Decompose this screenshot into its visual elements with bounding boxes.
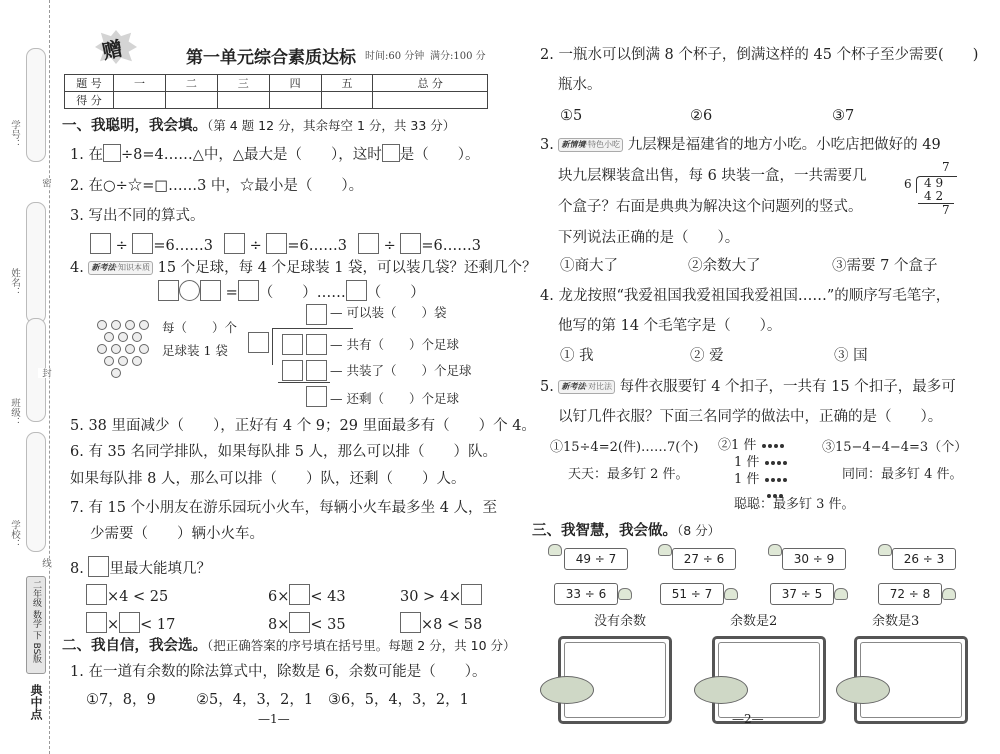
answer-box[interactable] xyxy=(282,334,303,355)
q2-2-option-c[interactable]: ③7 xyxy=(832,108,855,124)
section-1-title: 一、我聪明，我会填。 xyxy=(62,118,207,134)
answer-box[interactable] xyxy=(238,280,259,301)
q3-equation xyxy=(90,233,213,256)
result-text: =6……3 xyxy=(287,238,347,254)
q2-4-option-a[interactable]: ① 我 xyxy=(560,348,594,364)
dividend: 4 9 xyxy=(924,176,944,190)
q2-5-method-2[interactable]: ②1 件 xyxy=(718,436,785,456)
q2-1-option-c[interactable]: ③6，5，4，3，2，1 xyxy=(328,692,469,708)
q4-text: 15 个足球，每 4 个足球装 1 袋，可以装几袋？还剩几个？ xyxy=(157,260,537,276)
q2-5-method-3[interactable]: ③15−4−4−4=3（个） xyxy=(822,440,968,455)
score-table xyxy=(64,74,488,109)
answer-box[interactable] xyxy=(119,612,140,633)
q2-5-method-1[interactable]: ①15÷4=2(件)……7(个) xyxy=(550,440,699,455)
question-2-5: 5. 新考法·对比法 每件衣服要钉 4 个扣子，一共有 15 个扣子，最多可 xyxy=(540,379,956,395)
result-text: =6……3 xyxy=(153,238,213,254)
q1-1-part: 1. 在 xyxy=(70,147,103,163)
score-cell[interactable] xyxy=(373,92,488,109)
divide-sign: ÷ xyxy=(115,238,128,254)
score-head: 四 xyxy=(269,75,321,92)
score-head: 三 xyxy=(217,75,269,92)
q2-5-congcong: 聪聪：最多钉 3 件。 xyxy=(734,497,855,512)
blank: （ ） xyxy=(258,285,317,301)
score-head: 二 xyxy=(165,75,217,92)
section-1-note: （第 4 题 12 分，其余每空 1 分，共 33 分） xyxy=(207,118,456,133)
question-1-6a: 6. 有 35 名同学排队，如果每队排 5 人，那么可以排（ ）队。 xyxy=(70,444,498,460)
section-1-heading xyxy=(62,114,455,135)
q8-row2: × < 17 xyxy=(86,612,175,635)
q2-5-method-2-row3: 1 件 xyxy=(734,470,788,490)
question-2-2a: 2. 一瓶水可以倒满 8 个杯子，倒满这样的 45 个杯子至少需要( ) xyxy=(540,47,979,63)
q2-3-line4: 下列说法正确的是（ ）。 xyxy=(558,230,740,246)
q2-3-option-c[interactable]: ③需要 7 个盒子 xyxy=(832,258,938,274)
divide-sign: ÷ xyxy=(249,238,262,254)
score-head: 总 分 xyxy=(373,75,488,92)
q2-4-option-b[interactable]: ② 爱 xyxy=(690,348,724,364)
answer-box[interactable] xyxy=(306,334,327,355)
cut-mark-xian: 线 xyxy=(40,558,51,568)
q2-5-tongtong: 同同：最多钉 4 件。 xyxy=(842,467,963,482)
q8-row1: ×4 < 25 xyxy=(86,584,168,607)
long-division xyxy=(904,160,958,218)
remainder: 7 xyxy=(942,203,950,217)
cut-mark-mi: 密 xyxy=(40,178,51,188)
lily-pad-icon xyxy=(540,676,594,704)
school-field[interactable] xyxy=(26,432,46,552)
new-method-tag: 新考法·对比法 xyxy=(558,380,615,394)
answer-box[interactable] xyxy=(306,304,327,325)
q4-label-left: — 还剩（ ）个足球 xyxy=(330,391,459,406)
school-label: 学校： xyxy=(9,520,20,549)
q4-label-total: — 共有（ ）个足球 xyxy=(330,337,459,352)
q-num: 4. xyxy=(70,260,84,276)
bin-label-remainder-3: 余数是3 xyxy=(872,614,920,629)
question-2-4b: 他写的第 14 个毛笔字是（ ）。 xyxy=(558,318,782,334)
q4-per-bag: 足球装 1 袋 xyxy=(162,343,228,358)
q2-1-option-a[interactable]: ①7，8，9 xyxy=(86,692,156,708)
question-1-1 xyxy=(70,144,480,165)
frog-card[interactable]: 51 ÷ 7 xyxy=(660,583,724,605)
answer-box[interactable] xyxy=(289,612,310,633)
q1-1-part: ÷8=4……△中，△最大是（ ），这时 xyxy=(120,147,382,163)
q3-equation xyxy=(224,233,347,256)
q2-1-option-b[interactable]: ②5，4，3，2，1 xyxy=(196,692,314,708)
q2-3-line3: 个盒子？右面是典典为解决这个问题列的竖式。 xyxy=(558,199,863,215)
answer-box[interactable] xyxy=(158,280,179,301)
q2-2-option-b[interactable]: ②6 xyxy=(690,108,713,124)
section-2-note: （把正确答案的序号填在括号里。每题 2 分，共 10 分） xyxy=(207,638,516,653)
q2-5-tiantian: 天天：最多钉 2 件。 xyxy=(568,467,689,482)
answer-box[interactable] xyxy=(306,360,327,381)
lily-pad-icon xyxy=(836,676,890,704)
q4-equation xyxy=(158,280,425,303)
answer-box[interactable] xyxy=(358,233,379,254)
answer-box[interactable] xyxy=(289,584,310,605)
question-1-7b: 少需要（ ）辆小火车。 xyxy=(90,526,264,542)
answer-box[interactable] xyxy=(224,233,245,254)
q4-label-packed: — 共装了（ ）个足球 xyxy=(330,363,472,378)
remainder-dots: …… xyxy=(316,285,346,301)
question-1-2: 2. 在○÷☆=□……3 中，☆最小是（ ）。 xyxy=(70,178,364,194)
q8-row1: 30 > 4× xyxy=(400,584,482,607)
q4-per-group: 每（ ）个 xyxy=(162,320,238,335)
section-2-heading xyxy=(62,634,516,655)
q8-row2: 8× < 35 xyxy=(268,612,346,635)
q2-3-option-b[interactable]: ②余数大了 xyxy=(688,258,761,274)
divisor: 6 xyxy=(904,177,912,191)
name-field[interactable] xyxy=(26,202,46,324)
student-id-label: 学号： xyxy=(9,120,20,149)
answer-box[interactable] xyxy=(346,280,367,301)
q8-row1: 6× < 43 xyxy=(268,584,346,607)
grade-label: 二年级 数学 下 BS版 xyxy=(31,580,41,664)
bin-label-remainder-2: 余数是2 xyxy=(730,614,778,629)
brand-logo: 典中点 xyxy=(29,684,43,720)
q2-5-line2: 以钉几件衣服？下面三名同学的做法中，正确的是（ ）。 xyxy=(558,409,943,425)
name-label: 姓名： xyxy=(9,268,20,297)
binding-strip xyxy=(0,0,52,754)
page-title: 第一单元综合素质达标 xyxy=(186,48,356,68)
score-cell[interactable] xyxy=(217,92,269,109)
question-1-7a: 7. 有 15 个小朋友在游乐园玩小火车，每辆小火车最多坐 4 人，至 xyxy=(70,500,498,516)
answer-box[interactable] xyxy=(400,612,421,633)
frog-card[interactable]: 37 ÷ 5 xyxy=(770,583,834,605)
frog-card[interactable]: 30 ÷ 9 xyxy=(782,548,846,570)
question-1-4 xyxy=(70,258,537,278)
answer-box[interactable] xyxy=(90,233,111,254)
answer-box[interactable] xyxy=(132,233,153,254)
page-number-2: —2— xyxy=(732,712,764,726)
q3-equation xyxy=(358,233,481,256)
section-3-title: 三、我智慧，我会做。 xyxy=(532,523,677,539)
frog-card[interactable]: 72 ÷ 8 xyxy=(878,583,942,605)
lily-pad-icon xyxy=(694,676,748,704)
answer-box[interactable] xyxy=(103,144,121,162)
question-2-1: 1. 在一道有余数的除法算式中，除数是 6，余数可能是（ ）。 xyxy=(70,664,487,680)
frog-card[interactable]: 33 ÷ 6 xyxy=(554,583,618,605)
football-pile xyxy=(97,320,153,392)
gift-badge-text: 赠 xyxy=(100,36,125,64)
bin-label-no-remainder: 没有余数 xyxy=(594,614,647,629)
q4-label-bags: — 可以装（ ）袋 xyxy=(330,305,447,320)
score-cell[interactable] xyxy=(114,92,166,109)
product: 4 2 xyxy=(924,189,944,203)
answer-box[interactable] xyxy=(200,280,221,301)
answer-circle[interactable] xyxy=(179,280,200,301)
question-1-8: 8. 里最大能填几？ xyxy=(70,556,211,579)
score-cell[interactable] xyxy=(321,92,373,109)
result-text: =6……3 xyxy=(421,238,481,254)
score-cell[interactable] xyxy=(269,92,321,109)
quotient: 7 xyxy=(942,160,950,174)
q8-row2: ×8 < 58 xyxy=(400,612,482,635)
divide-sign: ÷ xyxy=(383,238,396,254)
page-number-1: —1— xyxy=(258,712,290,726)
frog-card[interactable]: 49 ÷ 7 xyxy=(564,548,628,570)
full-score: 满分:100 分 xyxy=(430,51,486,62)
answer-box[interactable] xyxy=(88,556,109,577)
q2-5-method-2-row2: 1 件 xyxy=(734,453,788,473)
answer-box[interactable] xyxy=(382,144,400,162)
question-1-3: 3. 写出不同的算式。 xyxy=(70,208,205,224)
new-method-tag: 新考法·知识本质 xyxy=(88,261,153,275)
score-head: 题 号 xyxy=(65,75,114,92)
question-2-3: 3. 新情境·特色小吃 九层粿是福建省的地方小吃。小吃店把做好的 49 xyxy=(540,137,941,153)
answer-box[interactable] xyxy=(266,233,287,254)
cut-mark-feng: 封 xyxy=(40,368,51,378)
answer-box[interactable] xyxy=(86,584,107,605)
score-row-label: 得 分 xyxy=(65,92,114,109)
section-2-title: 二、我自信，我会选。 xyxy=(62,638,207,654)
q1-1-part: 是（ ）。 xyxy=(399,147,480,163)
answer-box[interactable] xyxy=(400,233,421,254)
section-3-note: （8 分） xyxy=(677,523,721,538)
answer-box[interactable] xyxy=(248,332,269,353)
question-2-2b: 瓶水。 xyxy=(558,77,602,93)
time-limit: 时间:60 分钟 xyxy=(365,51,425,62)
blank: （ ） xyxy=(366,285,425,301)
class-label: 班级： xyxy=(9,398,20,427)
frog-card[interactable]: 27 ÷ 6 xyxy=(672,548,736,570)
answer-box[interactable] xyxy=(461,584,482,605)
answer-box[interactable] xyxy=(282,360,303,381)
q2-4-option-c[interactable]: ③ 国 xyxy=(834,348,868,364)
answer-box[interactable] xyxy=(306,386,327,407)
score-head: 五 xyxy=(321,75,373,92)
answer-box[interactable] xyxy=(86,612,107,633)
score-head: 一 xyxy=(114,75,166,92)
question-2-4a: 4. 龙龙按照“我爱祖国我爱祖国我爱祖国……”的顺序写毛笔字， xyxy=(540,288,951,304)
question-1-5: 5. 38 里面减少（ ），正好有 4 个 9；29 里面最多有（ ）个 4。 xyxy=(70,418,536,434)
new-context-tag: 新情境·特色小吃 xyxy=(558,138,623,152)
student-id-field[interactable] xyxy=(26,48,46,162)
q2-3-line2: 块九层粿装盒出售，每 6 块装一盒，一共需要几 xyxy=(558,168,867,184)
question-1-6b: 如果每队排 8 人，那么可以排（ ）队，还剩（ ）人。 xyxy=(70,471,466,487)
score-cell[interactable] xyxy=(165,92,217,109)
frog-card[interactable]: 26 ÷ 3 xyxy=(892,548,956,570)
section-3-heading xyxy=(532,519,720,540)
q2-2-option-a[interactable]: ①5 xyxy=(560,108,583,124)
equal-sign: = xyxy=(225,285,238,301)
q2-3-option-a[interactable]: ①商大了 xyxy=(560,258,618,274)
